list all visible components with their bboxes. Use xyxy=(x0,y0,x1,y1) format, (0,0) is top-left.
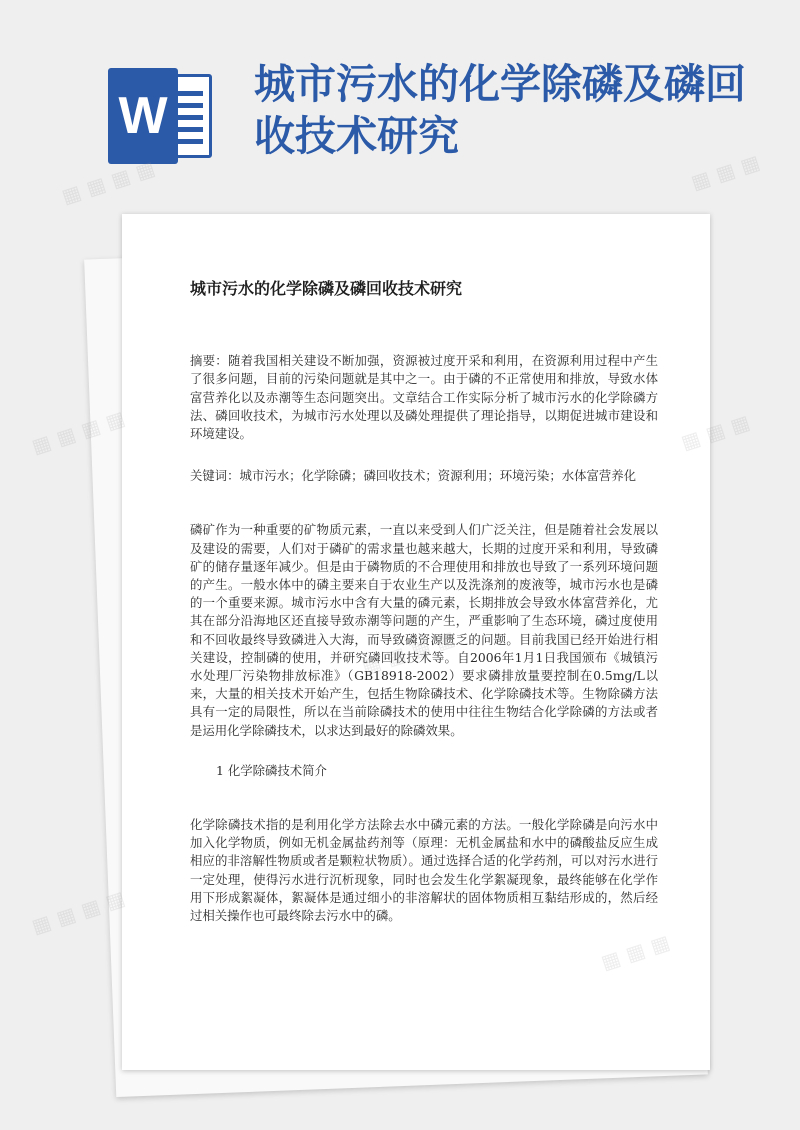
document-title: 城市污水的化学除磷及磷回收技术研究 xyxy=(190,279,463,298)
intro-paragraph: 磷矿作为一种重要的矿物质元素，一直以来受到人们广泛关注，但是随着社会发展以及建设的需要，人们对于磷矿的需求量也越来越大，长期的过度开采和利用，导致磷矿的储存量逐年减少。但是由于磷物质的不合理使用和排放也导致了一系列环境问题的产生。一般水体中的磷主要来自于农业生产以及洗涤剂的废液等，城市污水也是磷的一个重要来源。城市污水中含有大量的磷元素，长期排放会导致水体富营养化，尤其在部分沿海地区还直接导致赤潮等问题的产生，严重影响了生态环境，磷过度使用和不回收最终导致磷进入大海，而导致磷资源匮乏的问题。目前我国已经开始进行相关建设，控制磷的使用，并研究磷回收技术等。自2006年1月1日我国颁布《城镇污水处理厂污染物排放标准》（GB18918-2002）要求磷排放量要控制在0.5mg/L以来，大量的相关技术开始产生，包括生物除磷技术、化学除磷技术等。生物除磷方法具有一定的局限性，所以在当前除磷技术的使用中往往生物结合化学除磷的方法或者是运用化学除磷技术，以求达到最好的除磷效果。 xyxy=(190,522,658,738)
watermark: ▦ ▦ ▦ xyxy=(678,409,753,455)
keywords-paragraph: 关键词：城市污水；化学除磷；磷回收技术；资源利用；环境污染；水体富营养化 xyxy=(190,468,637,484)
section-paragraph: 化学除磷技术指的是利用化学方法除去水中磷元素的方法。一般化学除磷是向污水中加入化学物质，例如无机金属盐药剂等（原理：无机金属盐和水中的磷酸盐反应生成相应的非溶解性物质或者是颗粒状物质）。通过选择合适的化学药剂，可以对污水进行一定处理，使得污水进行沉析现象，同时也会发生化学絮凝现象，最终能够在化学作用下形成絮凝体，絮凝体是通过细小的非溶解状的固体物质相互黏结形成的，然后经过相关操作也可最终除去污水中的磷。 xyxy=(190,817,658,924)
section-heading: 1 化学除磷技术简介 xyxy=(216,762,327,778)
banner-header xyxy=(0,0,800,200)
document-content xyxy=(190,274,658,925)
watermark: ▦ ▦ ▦ ▦ xyxy=(28,885,128,939)
watermark: ▦ ▦ ▦ ▦ xyxy=(58,155,158,209)
banner-title: 城市污水的化学除磷及磷回收技术研究 xyxy=(254,60,746,160)
document-page xyxy=(122,214,710,1070)
word-letter-w: W xyxy=(108,68,178,164)
watermark: ▦ ▦ ▦ ▦ xyxy=(28,405,128,459)
abstract-paragraph: 摘要：随着我国相关建设不断加强，资源被过度开采和利用，在资源利用过程中产生了很多问题，目前的污染问题就是其中之一。由于磷的不正常使用和排放，导致水体富营养化以及赤潮等生态问题突出。文章结合工作实际分析了城市污水的化学除磷方法、磷回收技术，为城市污水处理以及磷处理提供了理论指导，以期促进城市建设和环境建设。 xyxy=(190,353,658,442)
word-document-icon xyxy=(108,68,216,164)
watermark: ▦ ▦ ▦ xyxy=(688,149,763,195)
